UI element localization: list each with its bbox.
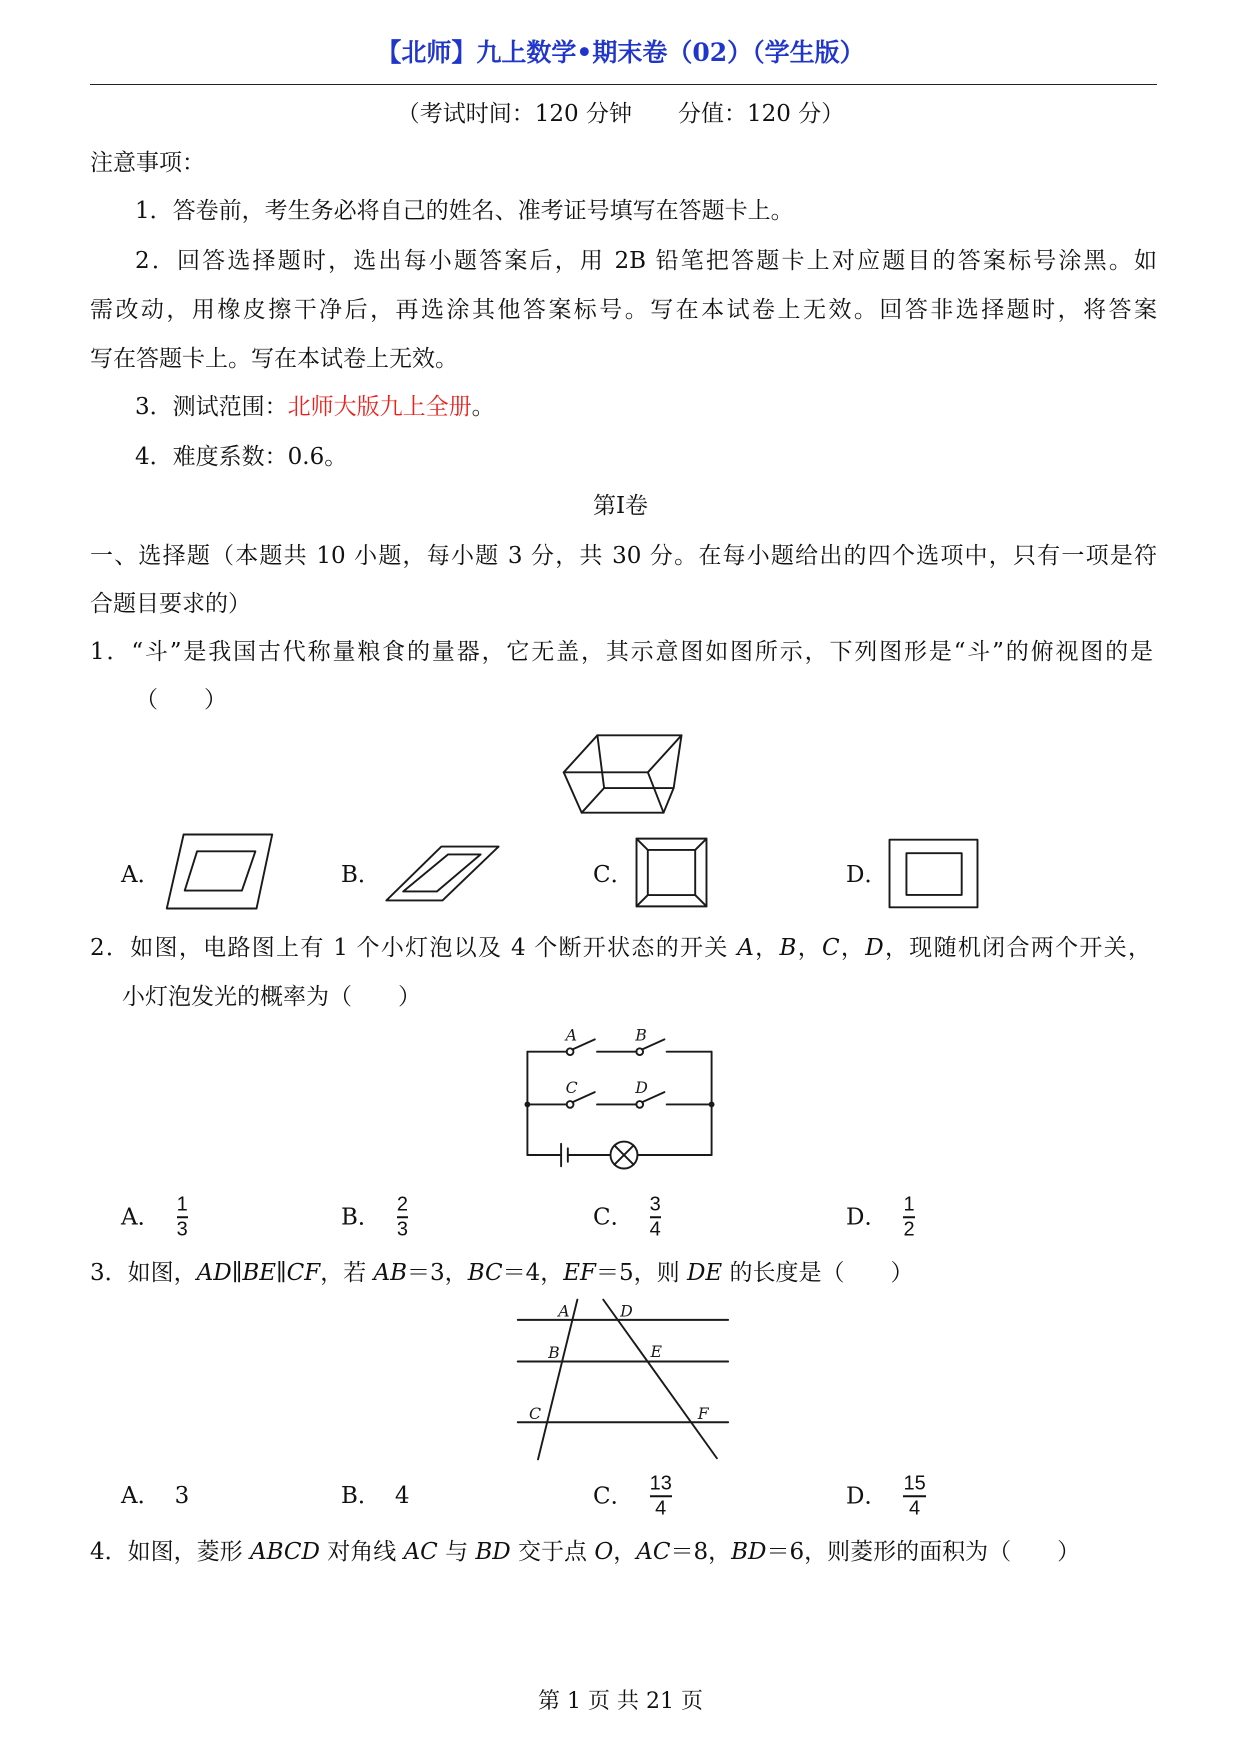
option-label: A． (121, 1483, 161, 1509)
dou-top-opening (564, 735, 682, 772)
option-label: C． (593, 862, 634, 888)
text-run: O (594, 1539, 614, 1565)
denominator: 2 (903, 1217, 915, 1240)
light-bulb-icon (611, 1142, 638, 1169)
notice-item-2-line-3: 写在答题卡上。写在本试卷上无效。 (90, 346, 458, 372)
question-1-option-c[interactable] (593, 860, 634, 890)
text-run: 与 (437, 1539, 476, 1565)
option-label: D． (846, 1483, 888, 1509)
dou-back-edges (597, 735, 681, 788)
question-2-text-line-2: 小灯泡发光的概率为（ ） (122, 984, 421, 1010)
label-a: A (558, 1301, 570, 1321)
option-label: D． (846, 862, 888, 888)
text-run: ，若 (320, 1260, 374, 1286)
option-label: A． (121, 1204, 161, 1230)
text-run: ， (796, 935, 822, 961)
label-b: B (548, 1343, 560, 1363)
option-label: C． (593, 1204, 634, 1230)
text-run: ∥ (231, 1260, 243, 1286)
flat-parallelogram-frame-figure[interactable] (383, 842, 502, 905)
numerator: 13 (649, 1472, 672, 1495)
outer-parallelogram (167, 834, 272, 908)
test-scope-highlight: 北师大版九上全册 (287, 394, 472, 420)
transversal-ac (538, 1300, 577, 1460)
question-1-option-a[interactable] (121, 860, 161, 890)
text-run: 3．如图， (90, 1260, 197, 1286)
denominator: 3 (396, 1217, 409, 1240)
fraction (648, 1194, 663, 1240)
option-label: C． (593, 1483, 634, 1509)
dou-left-bottom-edge (582, 788, 604, 813)
text-run: C (822, 935, 840, 961)
question-2-option-a[interactable] (121, 1194, 190, 1240)
text-run: ＝8， (670, 1539, 732, 1565)
corner-edge (695, 839, 706, 850)
label-d: D (635, 1078, 648, 1098)
denominator: 4 (649, 1217, 661, 1240)
text-run: A (737, 935, 754, 961)
inner-square (648, 850, 695, 895)
numerator: 1 (176, 1193, 188, 1216)
page-number: 第 1 页 共 21 页 (538, 1689, 703, 1714)
denominator: 4 (655, 1496, 667, 1519)
question-3-option-a[interactable] (121, 1481, 189, 1511)
numerator: 2 (396, 1193, 409, 1216)
question-2-option-c[interactable] (593, 1194, 663, 1240)
denominator: 4 (909, 1496, 921, 1519)
section-heading-line-1: 一、选择题（本题共 10 小题，每小题 3 分，共 30 分。在每小题给出的四个选项中，只有一项是符 (90, 543, 1157, 569)
question-1-option-d[interactable] (846, 860, 887, 890)
volume-title: 第I卷 (592, 493, 649, 519)
question-1-answer-bracket: （ ） (135, 687, 227, 713)
section-heading-line-2: 合题目要求的） (90, 591, 251, 617)
bottom-branch (527, 1142, 711, 1169)
notice-item-3-suffix: 。 (471, 394, 495, 420)
exam-info: （考试时间：120 分钟 分值：120 分） (396, 101, 845, 127)
top-branch (527, 1039, 711, 1055)
question-3-option-c[interactable] (593, 1473, 674, 1519)
label-d: D (620, 1301, 633, 1321)
text-run: ＝3， (407, 1260, 468, 1286)
question-3-option-b[interactable] (341, 1481, 410, 1511)
option-label: B． (341, 1483, 381, 1509)
label-c: C (565, 1078, 578, 1098)
text-run: BD (731, 1539, 767, 1565)
junction-dot (524, 1102, 530, 1108)
option-label: D． (846, 1204, 888, 1230)
question-1-option-b[interactable] (341, 860, 381, 890)
notice-heading: 注意事项： (90, 150, 205, 176)
question-2-option-b[interactable] (341, 1194, 410, 1240)
text-run: ∥ (276, 1260, 287, 1286)
fraction (901, 1473, 927, 1519)
inner-parallelogram (185, 851, 256, 890)
fraction (648, 1473, 674, 1519)
text-run: D (865, 935, 884, 961)
numerator: 3 (649, 1193, 661, 1216)
text-run: ， (839, 935, 866, 961)
notice-item-2-line-1: 2．回答选择题时，选出每小题答案后，用 2B 铅笔把答题卡上对应题目的答案标号涂黑。如 (135, 248, 1157, 274)
inner-rectangle (906, 853, 961, 895)
text-run: AC (636, 1539, 671, 1565)
label-e: E (650, 1342, 662, 1361)
notice-item-3 (135, 392, 495, 422)
square-frame-figure[interactable] (885, 835, 982, 912)
text-run: 4．如图，菱形 (90, 1539, 250, 1565)
text-run: ABCD (249, 1539, 320, 1565)
dou-right-bottom-edge (664, 788, 674, 813)
notice-item-3-prefix: 3．测试范围： (135, 394, 288, 420)
text-run: 2．如图，电路图上有 1 个小灯泡以及 4 个断开状态的开关 (90, 935, 738, 961)
text-run: ＝5，则 (596, 1260, 687, 1286)
notice-item-4: 4．难度系数：0.6。 (135, 444, 348, 470)
text-run: AD (196, 1260, 232, 1286)
square-frustum-top-view-figure[interactable] (632, 834, 711, 911)
question-3-text (90, 1258, 914, 1288)
text-run: DE (686, 1260, 723, 1286)
numerator: 1 (903, 1193, 915, 1216)
text-run: AC (403, 1539, 438, 1565)
option-label: A． (121, 862, 161, 888)
text-run: BD (475, 1539, 511, 1565)
outer-square (890, 840, 978, 908)
question-4-text (90, 1537, 1080, 1567)
question-2-text-line-1 (90, 933, 1151, 963)
option-label: B． (341, 862, 381, 888)
text-run: ，现随机闭合两个开关， (883, 935, 1152, 961)
text-run: CF (286, 1260, 321, 1286)
question-3-option-d[interactable] (846, 1473, 928, 1519)
text-run: AB (373, 1260, 408, 1286)
text-run: BC (467, 1260, 503, 1286)
junction-dot (709, 1102, 715, 1108)
header-divider (90, 84, 1157, 85)
text-run: 对角线 (319, 1539, 404, 1565)
transversal-df (603, 1300, 717, 1459)
page-title: 【北师】九上数学•期末卷（02）（学生版） (376, 38, 865, 67)
label-f: F (697, 1403, 709, 1423)
text-run: ＝4， (502, 1260, 564, 1286)
middle-branch (527, 1092, 711, 1108)
circuit-diagram (517, 1018, 722, 1164)
notice-item-2-line-2: 需改动，用橡皮擦干净后，再选涂其他答案标号。写在本试卷上无效。回答非选择题时，将答案 (90, 297, 1157, 323)
question-2-option-d[interactable] (846, 1194, 917, 1240)
text-run: 的长度是（ ） (722, 1260, 914, 1286)
corner-edge (695, 895, 706, 906)
text-run: 交于点 (510, 1539, 595, 1565)
fraction (175, 1194, 190, 1240)
label-a: A (565, 1025, 577, 1045)
text-run: ， (613, 1539, 637, 1565)
denominator: 3 (176, 1217, 188, 1240)
fraction (901, 1194, 916, 1240)
label-c: C (529, 1403, 542, 1423)
corner-edge (637, 839, 648, 850)
fraction (395, 1194, 410, 1240)
numerator: 15 (903, 1472, 926, 1495)
label-b: B (635, 1025, 647, 1045)
option-value: 3 (174, 1483, 190, 1509)
text-run: ， (753, 935, 780, 961)
text-run: ＝6，则菱形的面积为（ ） (766, 1539, 1081, 1565)
dou-front-face (564, 772, 664, 812)
dou-measure-figure (557, 726, 686, 822)
option-label: B． (341, 1204, 381, 1230)
parallelogram-frame-figure[interactable] (163, 830, 276, 913)
text-run: EF (563, 1260, 597, 1286)
notice-item-1: 1．答卷前，考生务必将自己的姓名、准考证号填写在答题卡上。 (135, 198, 794, 224)
option-value: 4 (394, 1483, 410, 1509)
parallel-lines-figure (512, 1294, 735, 1465)
question-1-text-line-1: 1．“斗”是我国古代称量粮食的量器，它无盖，其示意图如图所示，下列图形是“斗”的俯视图的是 (90, 639, 1153, 665)
text-run: BE (242, 1260, 277, 1286)
corner-edge (637, 895, 648, 906)
text-run: B (779, 935, 797, 961)
